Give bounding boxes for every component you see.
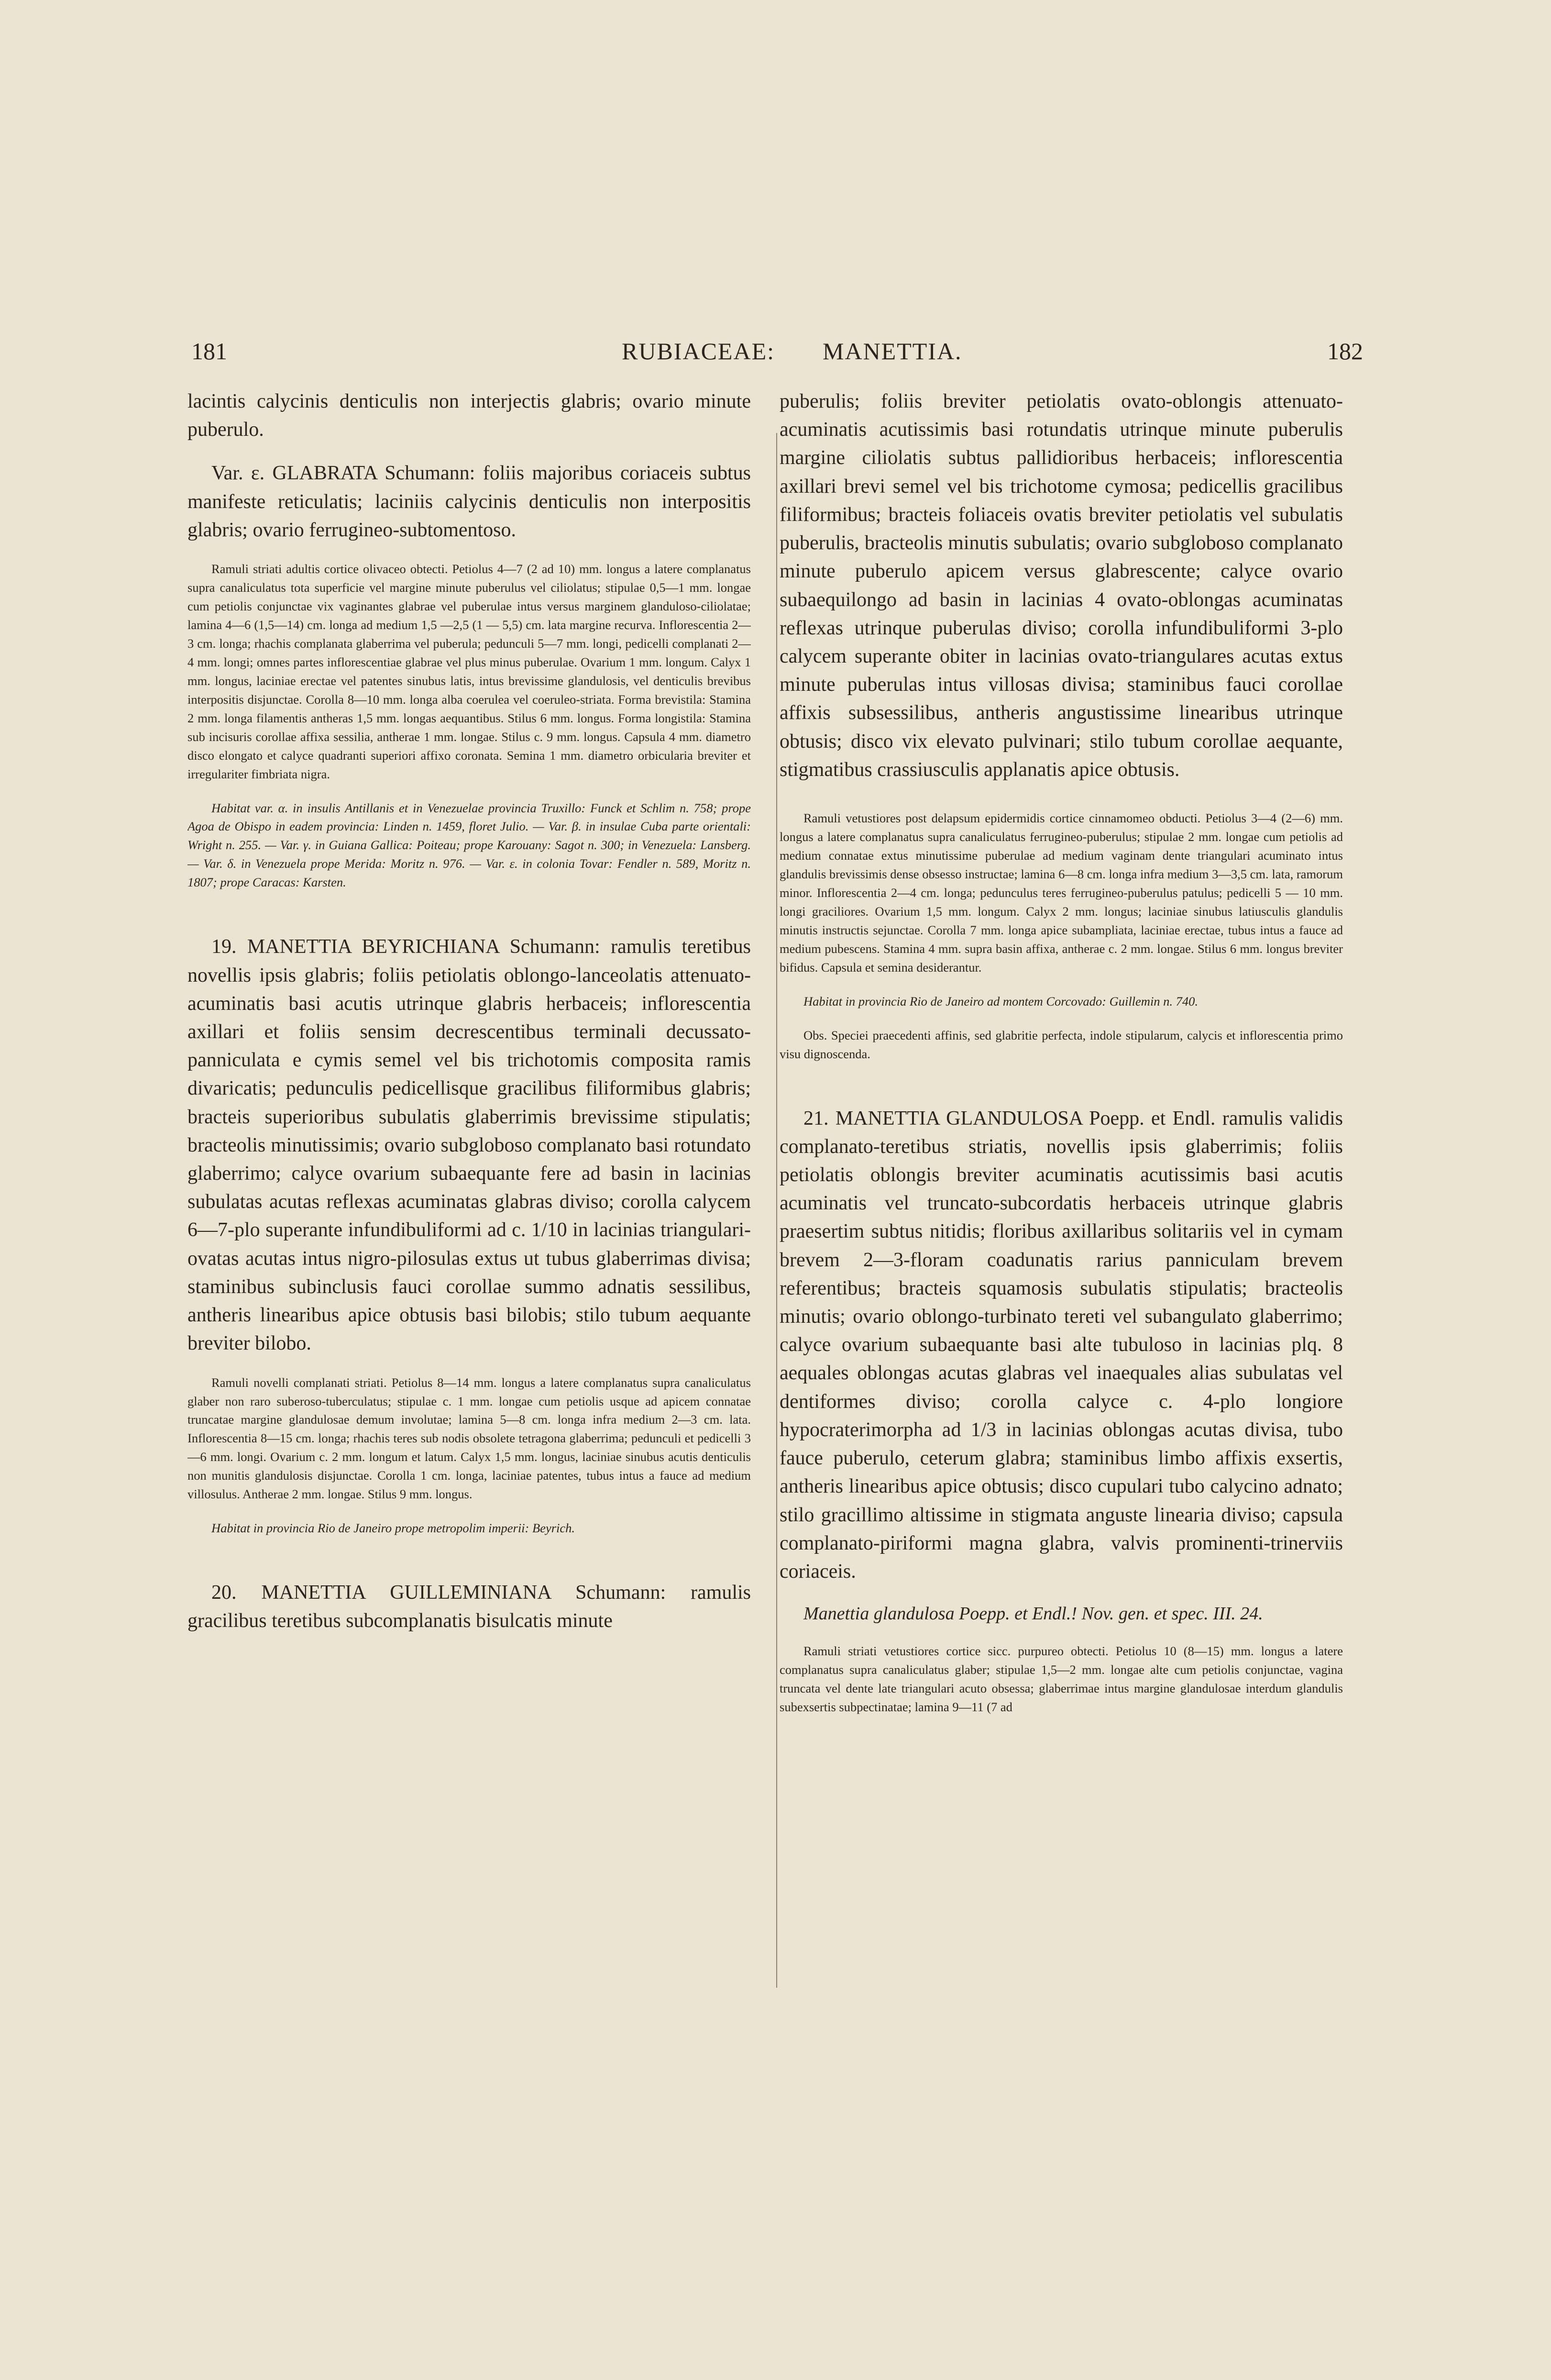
continuation-paragraph: lacintis calycinis denticulis non interjectis glabris; ovario minute puberulo. [187, 390, 751, 441]
species-20-description: Ramuli vetustiores post delapsum epidermidis cortice cinnamomeo obducti. Petiolus 3—4 (2—6) mm. longus a latere complanatus supra canaliculatus ferrugineo-puberulus; stipulae 2 mm. longae cum petiolis ad medium connatae extus minutissime puberulae ad medium vaginam dente triangulari acuminato intus glandulis brevissimis dense obsesso instructae; lamina 6—8 cm. longa infra medium 3—3,5 cm. lata, ramorum minor. Inflorescentia 2—4 cm. longa; pedunculus teres ferrugineo-puberulus patulus; pedicelli 5 — 10 mm. longi graciliores. Ovarium 1,5 mm. longum. Calyx 2 mm. longus; laciniae sinubus latiusculis glandulis minutis instructis sejunctae. Corolla 7 mm. longa apice subampliata, laciniae erectae, tubus intus a fauce ad medium pubescens. Stamina 4 mm. supra basin affixa, antherae c. 2 mm. longae. Stilus 6 mm. longus breviter bifidus. Capsula et semina desiderantur. [780, 811, 1343, 974]
species-19-habitat: Habitat in provincia Rio de Janeiro prope metropolim imperii: Beyrich. [211, 1521, 575, 1536]
column-divider [776, 433, 777, 1988]
right-column [780, 387, 1343, 2272]
species-20-habitat: Habitat in provincia Rio de Janeiro ad montem Corcovado: Guillemin n. 740. [803, 994, 1199, 1008]
variety-epsilon-description: Ramuli striati adultis cortice olivaceo obtecti. Petiolus 4—7 (2 ad 10) mm. longus a latere complanatus supra canaliculatus tota superficie vel margine minute puberulus vel ciliolatus; stipulae 0,5—1 mm. longae cum petiolis conjunctae vix vaginantes glabrae vel puberulae intus versus marginem glanduloso-ciliolatae; lamina 4—6 (1,5—14) cm. longa ad medium 1,5 —2,5 (1 — 5,5) cm. lata margine recurva. Inflorescentia 2—3 cm. longa; rhachis complanata glaberrima vel puberula; pedunculi 5—7 mm. longi, pedicelli complanati 2—4 mm. longi; omnes partes inflorescentiae glabrae vel plus minus puberulae. Ovarium 1 mm. longum. Calyx 1 mm. longus, laciniae erectae vel patentes sinubus latis, intus brevissime glandulosis, vel denticulis brevibus interpositis disjunctae. Corolla 8—10 mm. longa alba coerulea vel coeruleo-striata. Forma brevistila: Stamina 2 mm. longa filamentis antheras 1,5 mm. longas aequantibus. Stilus 6 mm. longus. Forma longistila: Stamina sub incisuris corollae affixa sessilia, antherae 1 mm. longae. Stilus c. 9 mm. longus. Capsula 4 mm. diametro disco elongato et calyce quadranti superiori affixo coronata. Semina 1 mm. diametro orbicularia breviter et irregulariter fimbriata nigra. [187, 562, 751, 781]
habitat-varieties: Habitat var. α. in insulis Antillanis et in Venezuelae provincia Truxillo: Funck et Schlim n. 758; prope Agoa de Obispo in eadem provincia: Linden n. 1459, floret Julio. — Var. β. in insulae Cuba parte orientali: Wright n. 255. — Var. γ. in Guiana Gallica: Poiteau; prope Karouany: Sagot n. 300; in Venezuela: Lansberg. — Var. δ. in Venezuela prope Merida: Moritz n. 976. — Var. ε. in colonia Tovar: Fendler n. 589, Moritz n. 1807; prope Caracas: Karsten. [187, 800, 751, 890]
species-19-diagnosis: 19. MANETTIA BEYRICHIANA Schumann: ramulis teretibus novellis ipsis glabris; foliis petiolatis oblongo-lanceolatis attenuato-acuminatis basi acutis utrinque glabris herbaceis; inflorescentia axillari et foliis sensim decrescentibus terminali decussato-panniculata e cymis semel vel bis trichotomis composita ramis divaricatis; pedunculis pedicellisque gracilibus filiformibus glabris; bracteis superioribus subulatis glaberrimis brevissime stipulatis; bracteolis minutissimis; ovario subgloboso complanato basi rotundato glaberrimo; calyce ovarium subaequante fere ad basin in lacinias subulatas acutas reflexas acuminatas glabras diviso; corolla calycem 6—7-plo superante infundibuliformi ad c. 1/10 in lacinias triangulari-ovatas acutas intus nigro-pilosulas extus ut tubus glaberrimas divisa; staminibus subinclusis fauci corollae summo adnatis sessilibus, antheris linearibus apice obtusis basi bilobis; stilo tubum aequante breviter bilobo. [187, 936, 751, 1355]
left-running-head: RUBIACEAE: [622, 338, 775, 365]
species-21-description: Ramuli striati vetustiores cortice sicc. purpureo obtecti. Petiolus 10 (8—15) mm. longus a latere complanatus supra canaliculatus glaber; stipulae 1,5—2 mm. longae alte cum petiolis conjunctae, vagina truncata vel dente late triangulari acuto obsessa; glaberrimae intus margine glandulosae interdum glandulis subexsertis subpectinatae; lamina 9—11 (7 ad [780, 1644, 1343, 1715]
running-header [191, 337, 1363, 376]
species-21-reference: Manettia glandulosa Poepp. et Endl.! Nov. gen. et spec. III. 24. [803, 1604, 1263, 1624]
left-column [187, 387, 751, 2272]
species-21-diagnosis: 21. MANETTIA GLANDULOSA Poepp. et Endl. ramulis validis complanato-teretibus striatis, novellis ipsis glaberrimis; foliis petiolatis oblongis breviter acuminatis acutissimis basi acutis acuminatis vel truncato-subcordatis herbaceis utrinque glabris praesertim subtus nitidis; floribus axillaribus solitariis vel in cymam brevem 2—3-floram coadunatis rarius panniculam brevem referentibus; bracteis squamosis subulatis stipulatis; bracteolis minutis; ovario oblongo-turbinato tereti vel subangulato glaberrimo; calyce ovarium subaequante basi alte tubuloso in lacinias plq. 8 aequales oblongas acutas glabras vel inaequales alias subulatas vel dentiformes diviso; corolla calyce c. 4-plo longiore hypocraterimorpha ad 1/3 in lacinias oblongas acutas divisa, tubo fauce puberulo, ceterum glabra; staminibus limbo affixis exsertis, antheris linearibus apice obtusis; disco cupulari tubo calycino adnato; stilo gracillimo altissime in stigmata anguste linearia diviso; capsula complanato-piriformi magna glabra, valvis prominenti-trinerviis coriaceis. [780, 1107, 1343, 1583]
species-20-diagnosis-start: 20. MANETTIA GUILLEMINIANA Schumann: ramulis gracilibus teretibus subcomplanatis bisulcatis minute [187, 1582, 751, 1632]
species-20-diagnosis-continued: puberulis; foliis breviter petiolatis ovato-oblongis attenuato-acuminatis acutissimis basi rotundatis utrinque minute puberulis margine ciliolatis subtus pallidioribus herbaceis; inflorescentia axillari brevi semel vel bis trichotome cymosa; pedicellis gracilibus filiformibus; bracteis foliaceis ovatis breviter petiolatis vel subulatis puberulis, bracteolis minutis subulatis; ovario subgloboso complanato minute puberulo apicem versus glabrescente; calyce ovario subaequilongo ad basin in lacinias 4 ovato-oblongas acuminatas reflexas utrinque puberulas diviso; corolla infundibuliformi 3-plo calycem superante obiter in lacinias ovato-triangulares acutas extus minute puberulas intus villosas divisa; staminibus fauci corollae affixis subsessilibus, antheris angustissime linearibus utrinque obtusis; disco vix elevato pulvinari; stilo tubum corollae aequante, stigmatibus crassiusculis applanatis apice obtusis. [780, 390, 1343, 781]
right-running-head: MANETTIA. [823, 338, 962, 365]
species-19-description: Ramuli novelli complanati striati. Petiolus 8—14 mm. longus a latere complanatus supra canaliculatus glaber non raro suberoso-tuberculatus; stipulae c. 1 mm. longae cum petiolis usque ad apicem connatae truncatae margine glandulosae demum involutae; lamina 5—8 cm. longa infra medium 2—3 cm. lata. Inflorescentia 8—15 cm. longa; rhachis teres sub nodis obsolete tetragona glaberrima; pedunculi et pedicelli 3—6 mm. longi. Ovarium c. 2 mm. longum et latum. Calyx 1,5 mm. longus, laciniae sinubus acutis denticulis non munitis glandulosis disjunctae. Corolla 1 cm. longa, laciniae patentes, tubus intus a fauce ad medium villosulus. Antherae 2 mm. longae. Stilus 9 mm. longus. [187, 1375, 751, 1502]
right-page-number: 182 [1327, 338, 1363, 365]
variety-epsilon-diagnosis: Var. ε. GLABRATA Schumann: foliis majoribus coriaceis subtus manifeste reticulatis; laciniis calycinis denticulis non interpositis glabris; ovario ferrugineo-subtomentoso. [187, 462, 751, 541]
species-20-observation: Obs. Speciei praecedenti affinis, sed glabritie perfecta, indole stipularum, calycis et inflorescentia primo visu dignoscenda. [780, 1028, 1343, 1061]
left-page-number: 181 [191, 338, 227, 365]
